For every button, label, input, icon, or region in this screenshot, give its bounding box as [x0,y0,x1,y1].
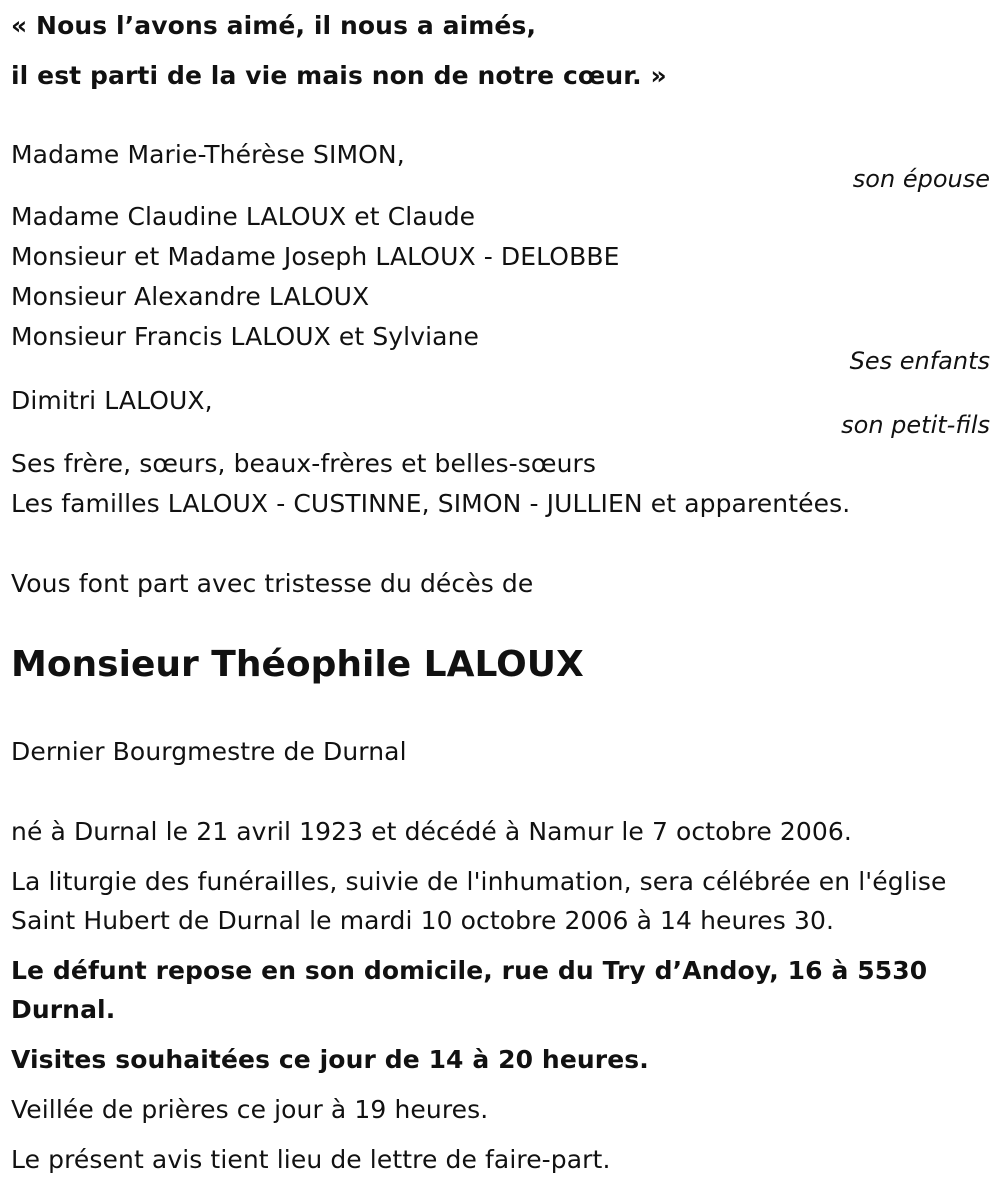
children-role: Ses enfants [849,347,990,375]
spouse-name: Madame Marie-Thérèse SIMON, [11,140,405,169]
child-name: Monsieur Alexandre LALOUX [11,282,370,311]
quote-line-2: il est parti de la vie mais non de notre cœur. » [11,61,667,90]
deceased-title: Dernier Bourgmestre de Durnal [11,737,407,766]
birth-death-dates: né à Durnal le 21 avril 1923 et décédé à Namur le 7 octobre 2006. [11,817,852,846]
visits-info: Visites souhaitées ce jour de 14 à 20 heures. [11,1045,649,1074]
repose-info-line-1: Le défunt repose en son domicile, rue du Try d’Andoy, 16 à 5530 [11,956,928,985]
deceased-name: Monsieur Théophile LALOUX [11,644,584,685]
child-name: Madame Claudine LALOUX et Claude [11,202,476,231]
funeral-info-line-1: La liturgie des funérailles, suivie de l'inhumation, sera célébrée en l'église [11,867,947,896]
spouse-role: son épouse [852,165,990,193]
repose-info-line-2: Durnal. [11,995,116,1024]
other-family-line: Les familles LALOUX - CUSTINNE, SIMON - JULLIEN et apparentées. [11,489,851,518]
notice-info: Le présent avis tient lieu de lettre de faire-part. [11,1145,611,1174]
grandson-name: Dimitri LALOUX, [11,386,213,415]
vigil-info: Veillée de prières ce jour à 19 heures. [11,1095,489,1124]
other-family-line: Ses frère, sœurs, beaux-frères et belles-sœurs [11,449,597,478]
child-name: Monsieur et Madame Joseph LALOUX - DELOBBE [11,242,620,271]
child-name: Monsieur Francis LALOUX et Sylviane [11,322,480,351]
funeral-info-line-2: Saint Hubert de Durnal le mardi 10 octobre 2006 à 14 heures 30. [11,906,835,935]
quote-line-1: « Nous l’avons aimé, il nous a aimés, [11,11,537,40]
announcement: Vous font part avec tristesse du décès de [11,569,534,598]
grandson-role: son petit-fils [841,411,990,439]
